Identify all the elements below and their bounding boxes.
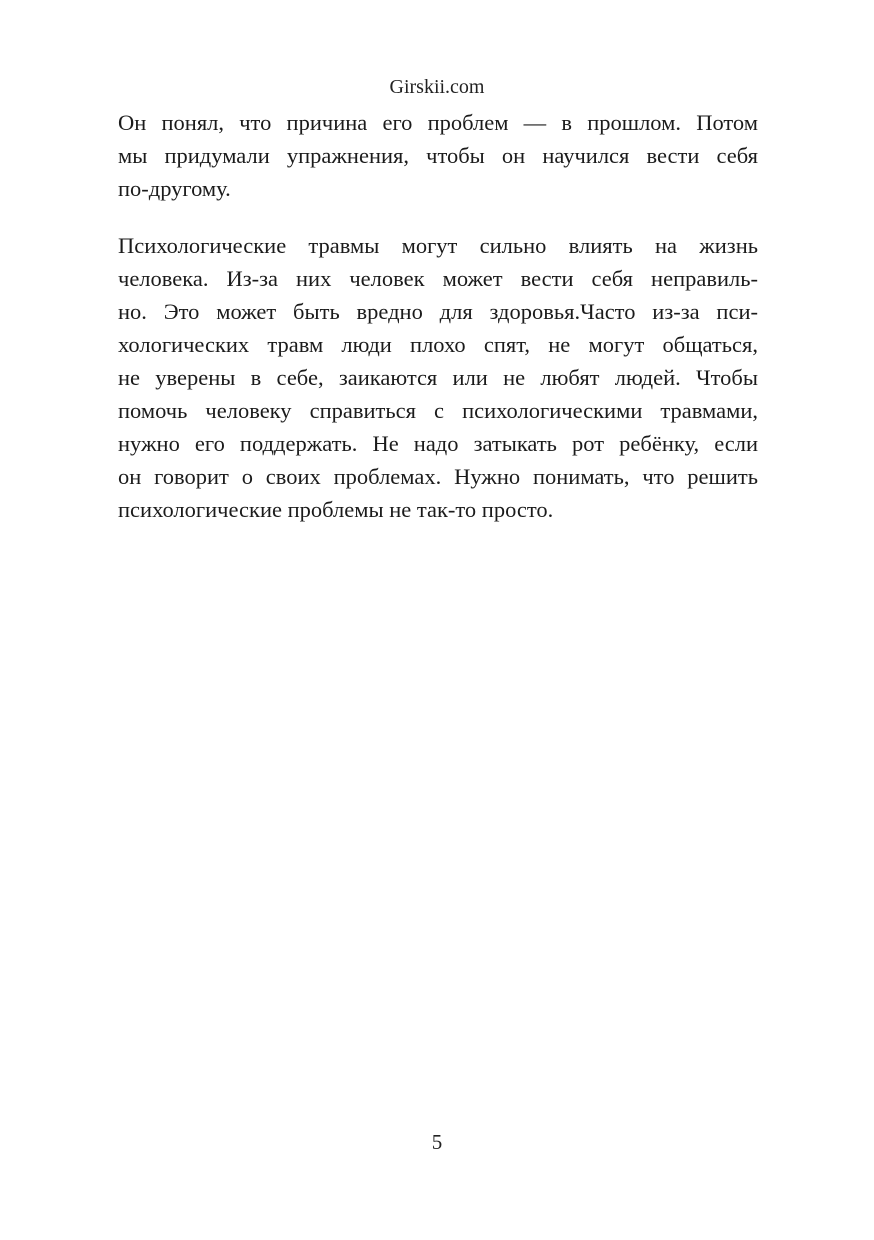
- text-line: Он понял, что причина его проблем — в прошлом. Потом: [118, 110, 758, 135]
- text-body: [118, 106, 758, 550]
- site-name-header: Girskii.com: [389, 76, 485, 98]
- text-line: не уверены в себе, заикаются или не любят людей. Чтобы: [118, 365, 758, 390]
- text-line: хологических травм люди плохо спят, не могут общаться,: [118, 332, 758, 357]
- text-line: помочь человеку справиться с психологическими травмами,: [118, 398, 758, 423]
- text-line: человека. Из-за них человек может вести себя неправиль-: [118, 266, 758, 291]
- text-line: но. Это может быть вредно для здоровья.Часто из-за пси-: [118, 299, 758, 324]
- text-line: Психологические травмы могут сильно влиять на жизнь: [118, 233, 758, 258]
- text-line: психологические проблемы не так-то просто.: [118, 497, 554, 522]
- text-line: мы придумали упражнения, чтобы он научился вести себя: [118, 143, 758, 168]
- text-line: по-другому.: [118, 176, 231, 201]
- text-line: он говорит о своих проблемах. Нужно понимать, что решить: [118, 464, 758, 489]
- text-line: нужно его поддержать. Не надо затыкать рот ребёнку, если: [118, 431, 758, 456]
- paragraph-2: [118, 229, 758, 526]
- page-number: 5: [431, 1130, 443, 1154]
- paragraph-1: [118, 106, 758, 205]
